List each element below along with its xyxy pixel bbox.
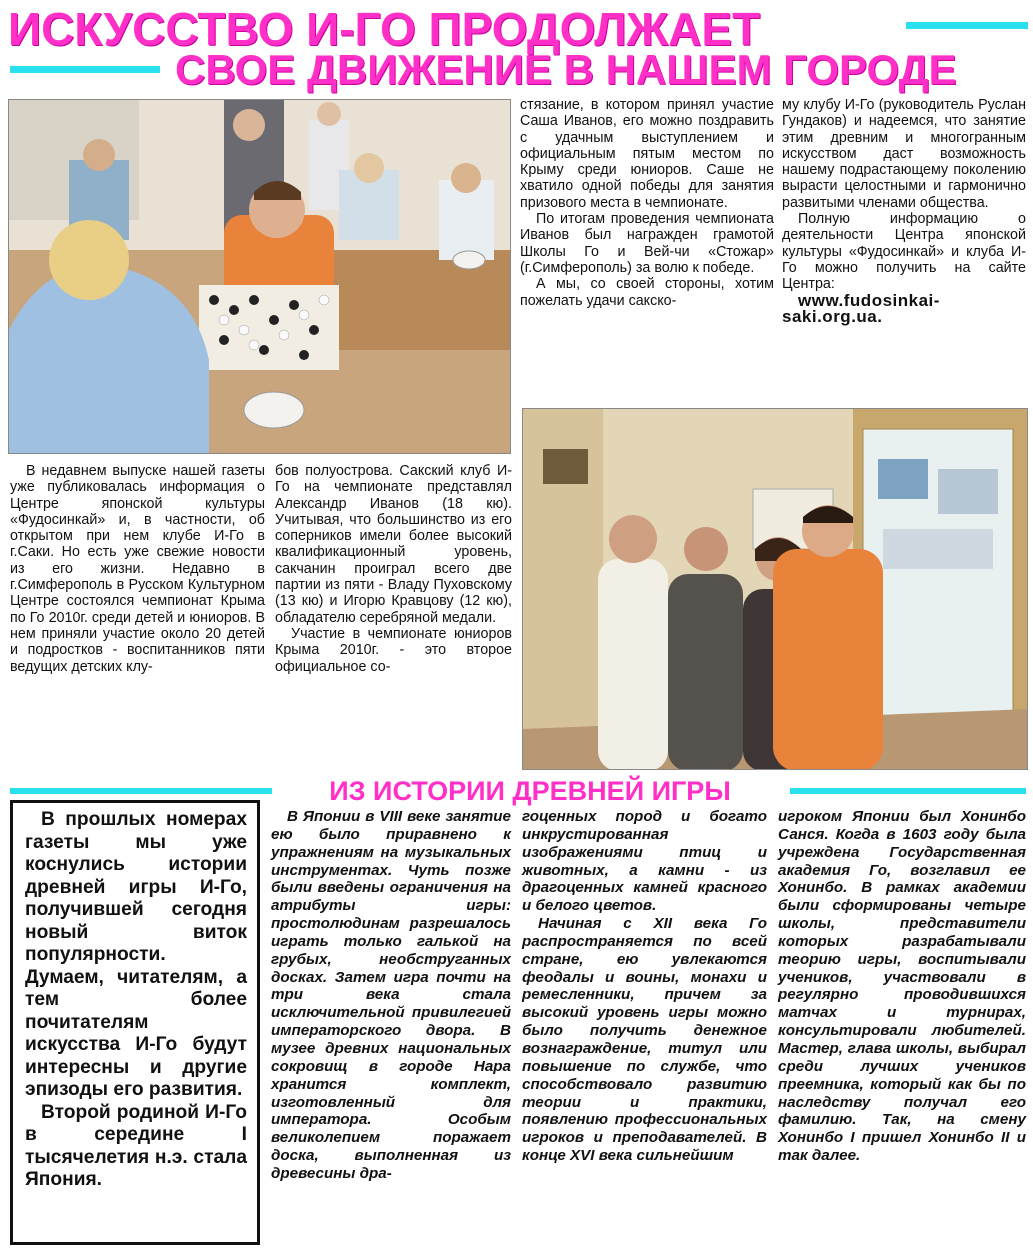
photo-go-players-scene	[9, 100, 511, 454]
intro-paragraph: В прошлых номерах газеты мы уже коснулись истории древней игры И-Го, получившей сегодня новый виток популярности. Думаем, читателям, а тем более почитателям искусства И-Го будут интересны и другие эпизоды его развития.	[25, 809, 247, 1100]
history-paragraph: В Японии в VIII веке занятие ею было приравнено к упражнениям на музыкальных инструментах. Чуть позже были введены ограничения на атрибуты игры: простолюдинам разрешалось играть только галькой на грубых, необструганных досках. Затем игра почти на три века стала исключительной привилегией императорского двора. В музее древних национальных сокровищ в городе Нара хранится комплект, изготовленный для императора. Особым великолепием поражает доска, выполненная из древесины дра-	[271, 808, 511, 1182]
photo-go-players	[8, 99, 511, 454]
article-column-2	[275, 463, 512, 675]
headline-line-1: ИСКУССТВО И-ГО ПРОДОЛЖАЕТ	[8, 3, 761, 55]
headline-line-2: СВОЕ ДВИЖЕНИЕ В НАШЕМ ГОРОДЕ	[175, 46, 957, 93]
accent-bar	[10, 788, 272, 794]
website-link[interactable]: www.fudosinkai-saki.org.ua.	[782, 290, 940, 326]
history-paragraph: гоценных пород и богато инкрустированная изображениями птиц и животных, а камни - из драгоценных камней красного и белого цветов.	[522, 808, 767, 915]
section-title: ИЗ ИСТОРИИ ДРЕВНЕЙ ИГРЫ	[329, 776, 731, 806]
article-paragraph: В недавнем выпуске нашей газеты уже публиковалась информация о Центре японской культуры «Фудосинкай» и, в частности, об открытом при нем клубе И-Го в г.Саки. Но есть уже свежие новости из его жизни. Недавно в г.Симферополь в Русском Культурном Центре состоялся чемпионат Крыма по Го 2010г. среди детей и юниоров. В нем приняли участие около 20 детей и подростков - воспитанников пяти ведущих детских клу-	[10, 463, 265, 675]
history-paragraph: игроком Японии был Хонинбо Санся. Когда в 1603 году была учреждена Государственная академия Го, возглавил ее Хонинбо. В рамках академии были сформированы четыре школы, представители которых разрабатывали теорию игры, воспитывали учеников, участвовали в регулярно проводившихся матчах и турнирах, консультировали любителей. Мастер, глава школы, выбирал среди лучших учеников преемника, который как бы по наследству получал его фамилию. Так, на смену Хонинбо I пришел Хонинбо II и так далее.	[778, 808, 1026, 1165]
intro-box	[10, 800, 260, 1245]
article-column-1	[10, 463, 265, 675]
article-paragraph: Полную информацию о деятельности Центра японской культуры «Фудосинкай» и клуба И-Го можно получить на сайте Центра:	[782, 211, 1026, 293]
article-paragraph: стязание, в котором принял участие Саша Иванов, его можно поздравить с удачным выступлением и официальным пятым местом по Крыму среди юниоров. Саше не хватило одной победы для занятия призового места в чемпионате.	[520, 97, 774, 211]
history-column-3	[778, 808, 1026, 1165]
history-column-2	[522, 808, 767, 1165]
intro-paragraph: Второй родиной И-Го в середине I тысячелетия н.э. стала Япония.	[25, 1101, 247, 1190]
accent-bar	[790, 788, 1026, 794]
photo-club-members-scene	[523, 409, 1028, 770]
article-paragraph: Участие в чемпионате юниоров Крыма 2010г. - это второе официальное со-	[275, 625, 512, 675]
history-column-1	[271, 808, 511, 1183]
article-paragraph: бов полуострова. Сакский клуб И-Го на чемпионате представлял Александр Иванов (18 кю). Учитывая, что большинство из его соперников имели более высокий квалификационный уровень, сакчанин проиграл всего две партии из пяти - Владу Пуховскому (13 кю) и Игорю Кравцову (12 кю), обладателю серебряной медали.	[275, 463, 512, 626]
article-paragraph: А мы, со своей стороны, хотим пожелать удачи сакско-	[520, 276, 774, 309]
accent-bar	[906, 22, 1028, 29]
article-paragraph: По итогам проведения чемпионата Иванов был награжден грамотой Школы Го и Вей-чи «Стожар» (г.Симферополь) за волю к победе.	[520, 211, 774, 276]
article-column-4	[782, 97, 1026, 325]
accent-bar	[10, 66, 160, 73]
article-column-3	[520, 97, 774, 309]
article-paragraph: му клубу И-Го (руководитель Руслан Гундаков) и надеемся, что занятие этим древним и многогранным искусством даст возможность нашему подрастающему поколению вырасти целостными и гармонично развитыми членами общества.	[782, 97, 1026, 211]
history-paragraph: Начиная с XII века Го распространяется по всей стране, ею увлекаются феодалы и воины, монахи и ремесленники, причем за высокий уровень игры можно было получить денежное вознаграждение, титул или повышение по службе, что способствовало развитию теории и практики, появлению профессиональных игроков и преподавателей. В конце XVI века сильнейшим	[522, 915, 767, 1165]
photo-club-members	[522, 408, 1028, 770]
